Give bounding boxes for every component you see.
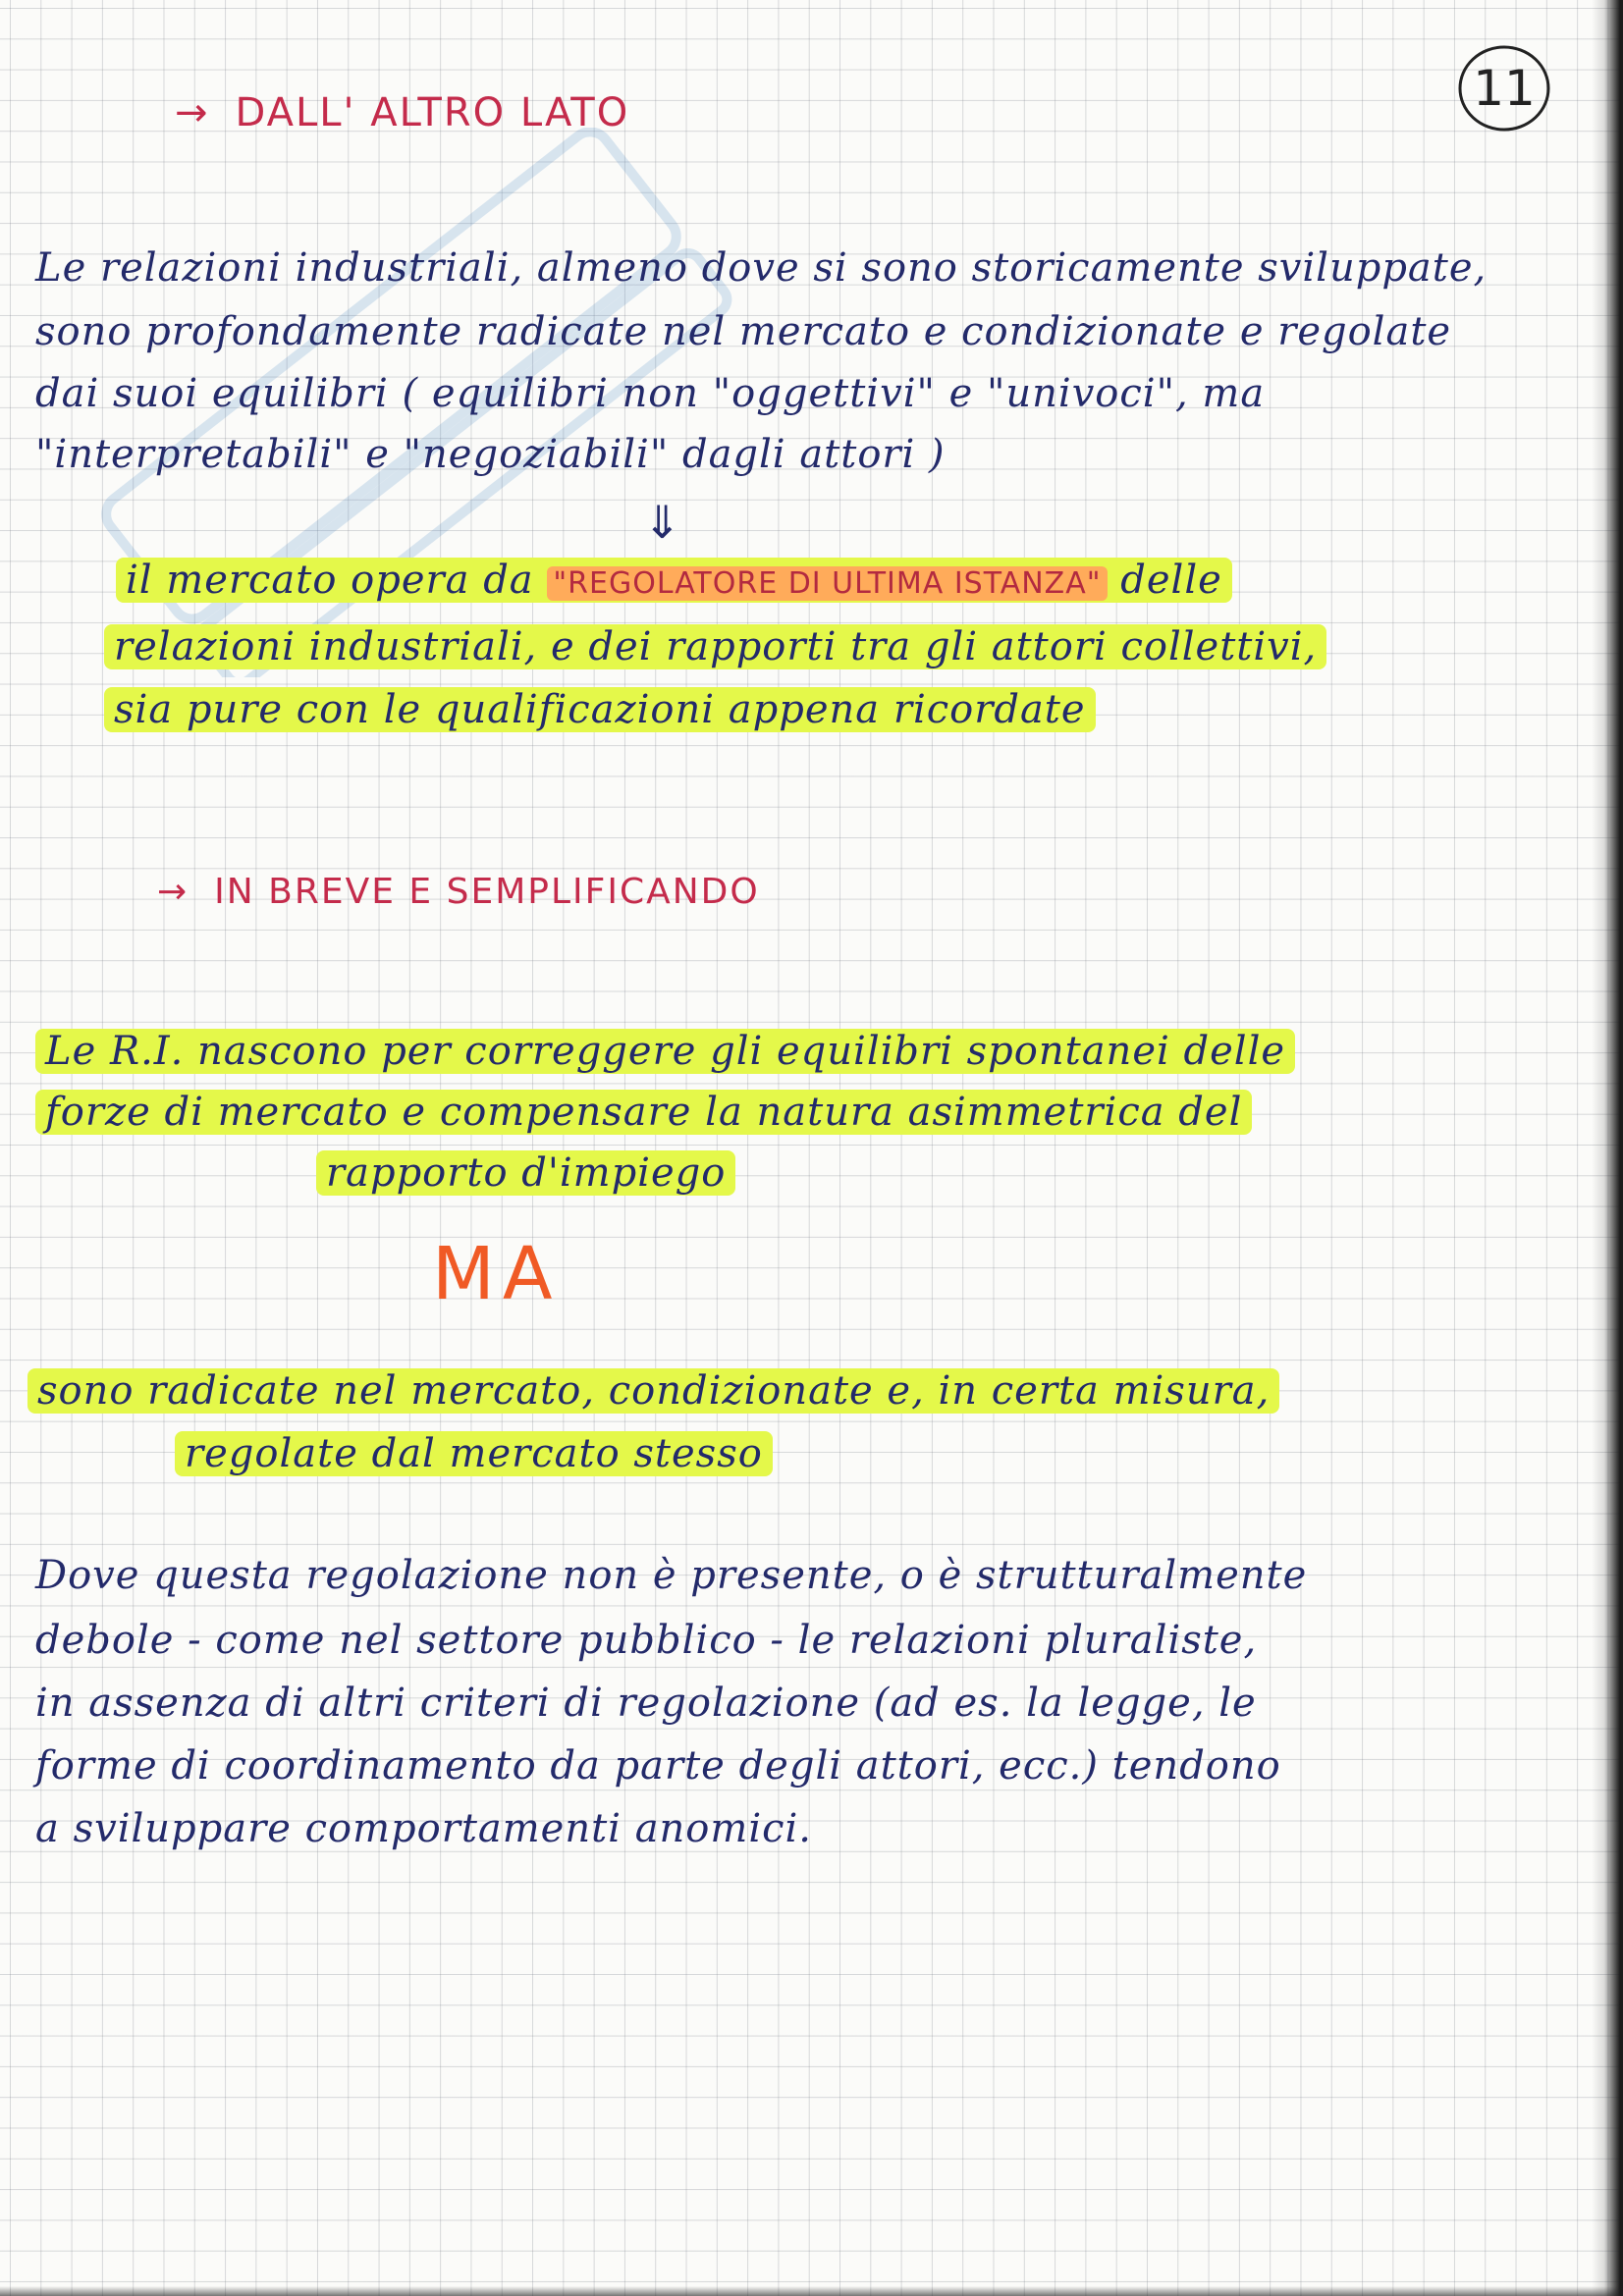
page-edge-shadow	[1592, 0, 1623, 2296]
para2-line1-highlight	[116, 558, 1232, 603]
para3-line1	[35, 1029, 1295, 1074]
heading-in-breve	[157, 872, 760, 912]
para5-line1: Dove questa regolazione non è presente, o è strutturalmente	[35, 1553, 1308, 1598]
para4-line2	[175, 1431, 773, 1476]
para3-line1-highlight: Le R.I. nascono per correggere gli equilibri spontanei delle	[35, 1029, 1295, 1074]
para2-line3-highlight: sia pure con le qualificazioni appena ricordate	[104, 687, 1096, 732]
para2-line1	[116, 558, 1232, 603]
para2-line1-post: delle	[1120, 558, 1222, 603]
page-number	[1455, 39, 1553, 137]
regolatore-highlight: "REGOLATORE DI ULTIMA ISTANZA"	[547, 566, 1107, 601]
para4-line2-highlight: regolate dal mercato stesso	[175, 1431, 773, 1476]
para1-line4: "interpretabili" e "negoziabili" dagli attori )	[35, 432, 946, 477]
heading-text: IN BREVE E SEMPLIFICANDO	[214, 872, 760, 912]
page-bottom-shadow	[0, 2286, 1623, 2296]
para4-line1-highlight: sono radicate nel mercato, condizionate e, in certa misura,	[27, 1368, 1279, 1414]
para2-line2	[104, 624, 1326, 669]
para2-line3	[104, 687, 1096, 732]
para5-line2: debole - come nel settore pubblico - le relazioni pluraliste,	[35, 1618, 1258, 1663]
double-down-arrow-icon: ⇓	[643, 496, 681, 549]
arrow-right-icon: →	[157, 872, 189, 912]
heading-text: DALL' ALTRO LATO	[235, 90, 630, 135]
para1-line2: sono profondamente radicate nel mercato e condizionate e regolate	[35, 309, 1452, 354]
para3-line2-highlight: forze di mercato e compensare la natura asimmetrica del	[35, 1090, 1252, 1135]
para2-line1-pre: il mercato opera da	[126, 558, 534, 603]
page-number-text: 11	[1473, 60, 1536, 117]
ma-word: MA	[432, 1232, 561, 1316]
para5-line5: a sviluppare comportamenti anomici.	[35, 1806, 813, 1851]
para1-line3: dai suoi equilibri ( equilibri non "oggettivi" e "univoci", ma	[35, 371, 1266, 416]
para5-line4: forme di coordinamento da parte degli attori, ecc.) tendono	[35, 1743, 1281, 1789]
heading-dall-altro-lato	[175, 90, 629, 135]
arrow-right-icon: →	[175, 90, 210, 135]
para4-line1	[27, 1368, 1279, 1414]
para1-line1: Le relazioni industriali, almeno dove si sono storicamente sviluppate,	[35, 245, 1488, 291]
para3-line3	[316, 1150, 735, 1196]
para3-line2	[35, 1090, 1252, 1135]
para5-line3: in assenza di altri criteri di regolazione (ad es. la legge, le	[35, 1681, 1257, 1726]
para2-line2-highlight: relazioni industriali, e dei rapporti tra gli attori collettivi,	[104, 624, 1326, 669]
para3-line3-highlight: rapporto d'impiego	[316, 1150, 735, 1196]
